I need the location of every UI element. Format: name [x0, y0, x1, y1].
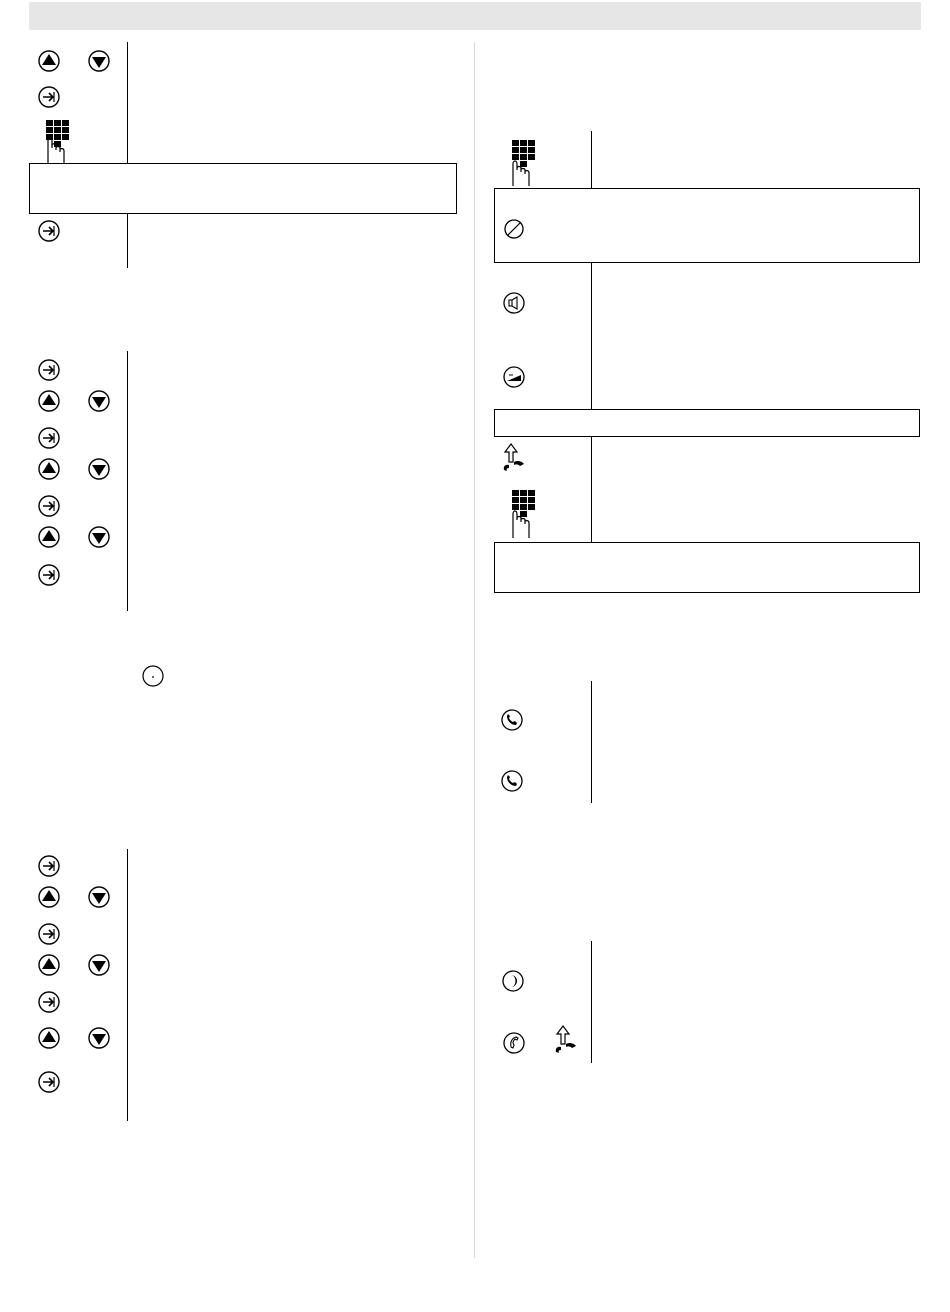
- keypad-icon: [40, 118, 76, 164]
- dot-button-icon: [142, 665, 164, 687]
- step-divider: [591, 941, 592, 1063]
- night-mode-icon: [502, 970, 524, 992]
- enter-icon: [38, 495, 60, 517]
- enter-icon: [38, 427, 60, 449]
- mute-icon: [503, 218, 525, 240]
- enter-icon: [38, 1071, 60, 1093]
- keypad-icon: [504, 138, 540, 186]
- enter-icon: [38, 359, 60, 381]
- column-separator: [474, 42, 475, 1258]
- step-divider: [591, 681, 592, 803]
- note-box: [494, 188, 920, 263]
- up-arrow-icon: [38, 954, 60, 976]
- handset-icon: [503, 1032, 525, 1054]
- up-arrow-icon: [38, 886, 60, 908]
- down-arrow-icon: [88, 1027, 110, 1049]
- handsfree-call-icon: [501, 709, 523, 731]
- step-divider: [127, 42, 128, 164]
- enter-icon: [38, 564, 60, 586]
- up-arrow-icon: [38, 50, 60, 72]
- down-arrow-icon: [88, 886, 110, 908]
- down-arrow-icon: [88, 954, 110, 976]
- down-arrow-icon: [88, 390, 110, 412]
- enter-icon: [38, 855, 60, 877]
- speaker-icon: [503, 292, 525, 314]
- up-arrow-icon: [38, 458, 60, 480]
- note-box: [494, 409, 920, 437]
- enter-icon: [38, 923, 60, 945]
- up-arrow-icon: [38, 1027, 60, 1049]
- down-arrow-icon: [88, 526, 110, 548]
- step-divider: [127, 214, 128, 268]
- volume-icon: [503, 366, 525, 388]
- up-arrow-icon: [38, 390, 60, 412]
- keypad-icon: [504, 488, 540, 538]
- step-divider: [591, 262, 592, 410]
- down-arrow-icon: [88, 458, 110, 480]
- note-box: [494, 542, 920, 593]
- handset-lift-icon: [552, 1024, 580, 1054]
- step-divider: [591, 436, 592, 543]
- step-divider: [127, 351, 128, 611]
- enter-icon: [38, 991, 60, 1013]
- enter-icon: [38, 86, 60, 108]
- down-arrow-icon: [88, 50, 110, 72]
- up-arrow-icon: [38, 526, 60, 548]
- step-divider: [591, 131, 592, 189]
- enter-icon: [38, 220, 60, 242]
- note-box: [29, 163, 457, 214]
- step-divider: [127, 849, 128, 1121]
- handset-lift-icon: [500, 442, 528, 472]
- handsfree-call-icon: [501, 770, 523, 792]
- page-header-bar: [29, 2, 921, 30]
